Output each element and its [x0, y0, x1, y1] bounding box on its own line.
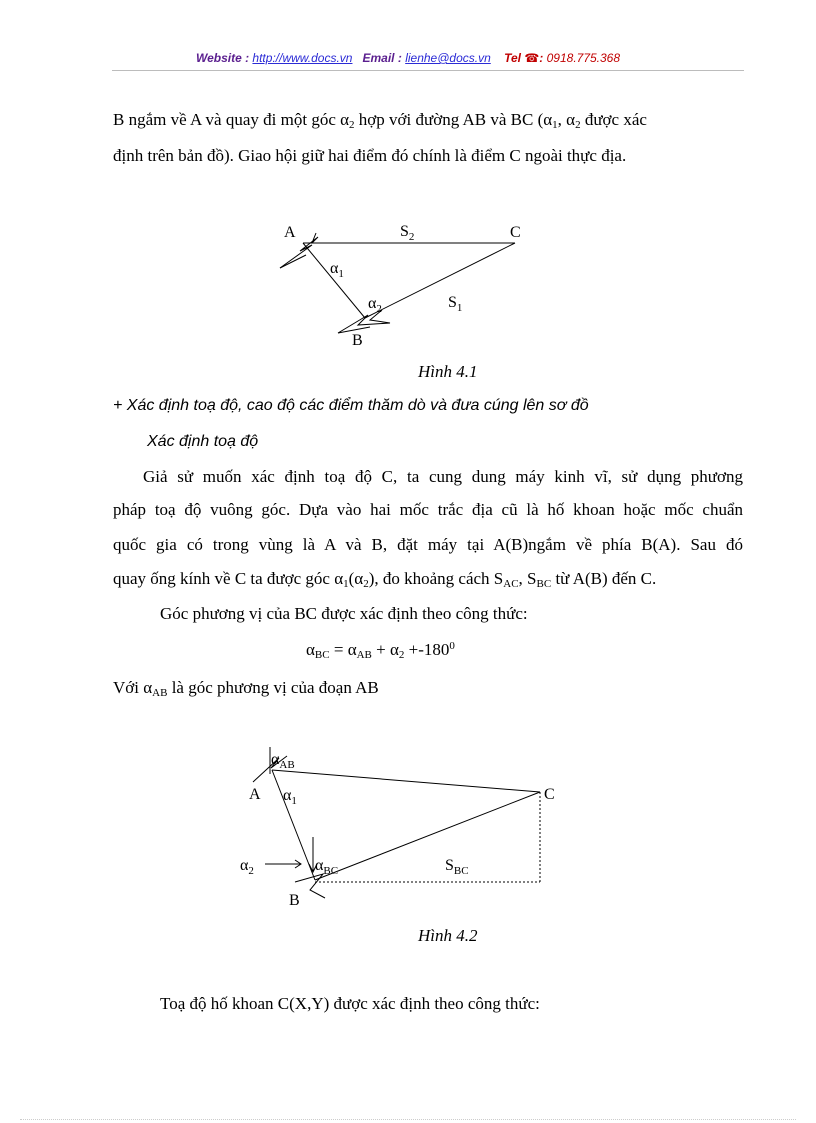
line-bc [315, 792, 540, 880]
line-bc [365, 243, 515, 318]
fig2-label-a: A [249, 786, 261, 803]
tel-value: 0918.775.368 [546, 51, 621, 65]
fig1-label-b: B [352, 332, 363, 349]
fig1-label-alpha1: $\alpha_1$ [330, 260, 344, 280]
tel-label: Tel ☎: [504, 51, 544, 65]
email-link[interactable]: lienhe@docs.vn [405, 51, 491, 65]
formula-alpha-bc: $\alpha_{BC} = \alpha_{AB} + \alpha_2 +-180^0$ [306, 640, 455, 661]
fig2-label-c: C [544, 786, 555, 803]
email-label: Email : [362, 51, 402, 65]
fig2-label-alpha-bc: $\alpha_{BC}$ [315, 857, 339, 877]
body-p1-line-1: Giả sử muốn xác định toạ độ C, ta cung dung máy kinh vĩ, sử dụng phương [143, 467, 743, 486]
fig2-label-alpha-ab: $\alpha_{AB}$ [271, 751, 295, 771]
fig2-label-b: B [289, 892, 300, 909]
figure-4-1 [270, 215, 540, 350]
figure-4-1-caption: Hình 4.1 [418, 362, 478, 381]
website-link[interactable]: http://www.docs.vn [252, 51, 353, 65]
intro-line-2: định trên bản đồ). Giao hội giữ hai điểm đó chính là điểm C ngoài thực địa. [113, 146, 627, 165]
fig2-label-sbc: $S_{BC}$ [445, 857, 469, 877]
body-p1-line-2: pháp toạ độ vuông góc. Dựa vào hai mốc trắc địa cũ là hố khoan hoặc mốc chuẩn [113, 500, 743, 519]
figure-4-2-caption: Hình 4.2 [418, 926, 478, 945]
section-subheading: Xác định toạ độ [147, 433, 259, 450]
header-rule [112, 70, 744, 71]
line-ab [303, 243, 365, 318]
intro-line-1: B ngắm về A và quay đi một góc $\alpha_2$ hợp với đường AB và BC ($\alpha_1$, $\alpha_2$ được xác [113, 110, 647, 131]
fig1-label-alpha2: $\alpha_2$ [368, 295, 382, 315]
body-p3: Với $\alpha_{AB}$ là góc phương vị của đoạn AB [113, 678, 379, 699]
page-header [0, 51, 816, 65]
fig1-label-c: C [510, 224, 521, 241]
fig2-label-alpha1: $\alpha_1$ [283, 787, 297, 807]
footer-dotted-rule [20, 1119, 796, 1120]
body-p2: Góc phương vị của BC được xác định theo công thức: [160, 604, 528, 623]
body-p4: Toạ độ hố khoan C(X,Y) được xác định theo công thức: [160, 994, 540, 1013]
angle-arrow-b [338, 310, 390, 333]
section-heading: + Xác định toạ độ, cao độ các điểm thăm dò và đưa cúng lên sơ đồ [113, 397, 589, 414]
line-ac [272, 770, 540, 792]
fig1-label-s1: $S_1$ [448, 294, 463, 314]
fig1-label-a: A [284, 224, 296, 241]
website-label: Website : [195, 51, 250, 65]
body-p1-line-4: quay ống kính về C ta được góc $\alpha_1(\alpha_2)$, đo khoảng cách $S_{AC}$, $S_{BC}$ từ A(B) đến C. [113, 569, 657, 590]
fig2-label-alpha2: $\alpha_2$ [240, 857, 254, 877]
body-p1-line-3: quốc gia có trong vùng là A và B, đặt máy tại A(B)ngắm về phía B(A). Sau đó [113, 535, 743, 554]
figure-4-2 [235, 742, 565, 912]
fig1-label-s2: $S_2$ [400, 223, 415, 243]
